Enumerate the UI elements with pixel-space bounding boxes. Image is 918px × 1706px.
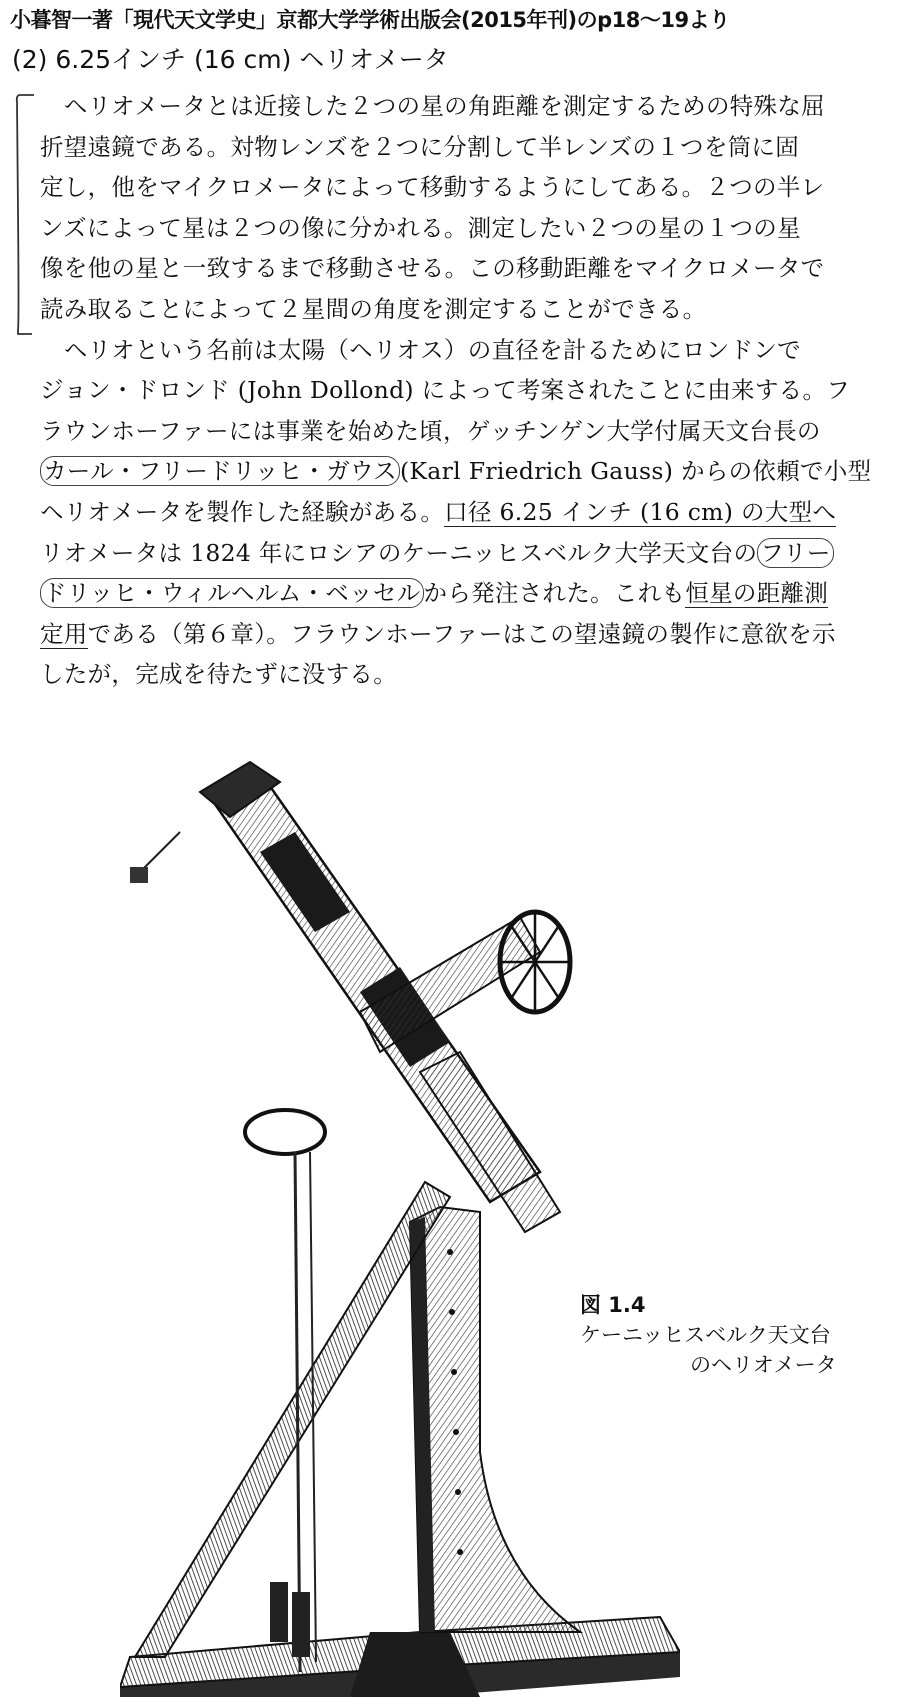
paragraph1-line: ンズによって星は２つの像に分かれる。測定したい２つの星の１つの星	[40, 213, 801, 242]
paragraph2-line: ドリッヒ・ウィルヘルム・ベッセル から発注された。これも恒星の距離測	[40, 573, 900, 614]
paragraph1-line: 定し，他をマイクロメータによって移動するようにしてある。２つの半レ	[40, 173, 825, 202]
paragraph2-line: カール・フリードリッヒ・ガウス (Karl Friedrich Gauss) からの依頼で小型	[40, 451, 900, 492]
underlined-purpose: 恒星の距離測	[685, 579, 829, 608]
paragraph2-line: したが，完成を待たずに没する。	[40, 660, 397, 689]
circled-name-gauss: カール・フリードリッヒ・ガウス	[40, 456, 400, 486]
source-citation: 小暮智一著「現代天文学史」京都大学学術出版会(2015年刊)のp18〜19より	[10, 8, 730, 32]
figure-number: 図 1.4	[580, 1293, 646, 1317]
paragraph2-line: 定用である（第６章）。フラウンホーファーはこの望遠鏡の製作に意欲を示	[40, 619, 836, 648]
paragraph2-line: リオメータは 1824 年にロシアのケーニッヒスベルク大学天文台の フリー	[40, 533, 900, 574]
section-heading	[12, 40, 449, 76]
paragraph1-line: 折望遠鏡である。対物レンズを２つに分割して半レンズの１つを筒に固	[40, 132, 800, 161]
paragraph2-line: ヘリオという名前は太陽（ヘリオス）の直径を計るためにロンドンで	[63, 335, 801, 364]
section-title-text: 6.25インチ (16 cm) ヘリオメータ	[55, 45, 449, 74]
paragraph1-line: ヘリオメータとは近接した２つの星の角距離を測定するための特殊な屈	[63, 92, 825, 120]
paragraph2-line: ジョン・ドロンド (John Dollond) によって考案されたことに由来する。フ	[40, 376, 851, 405]
caption-line: ケーニッヒスベルク天文台	[580, 1323, 831, 1347]
underlined-purpose-end: 定用	[40, 619, 88, 648]
section-number: (2)	[12, 45, 48, 74]
figure-caption	[580, 1290, 837, 1380]
circled-name-bessel: ドリッヒ・ウィルヘルム・ベッセル	[40, 578, 424, 608]
underlined-aperture: 口径 6.25 インチ (16 cm) の大型へ	[444, 497, 837, 526]
paragraph1-line: 像を他の星と一致するまで移動させる。この移動距離をマイクロメータで	[40, 254, 825, 283]
paragraph1-line: 読み取ることによって２星間の角度を測定することができる。	[40, 294, 707, 323]
article-body	[40, 86, 900, 695]
margin-bracket-mark	[14, 92, 36, 338]
caption-line: のヘリオメータ	[690, 1353, 837, 1377]
paragraph2-line: ラウンホーファーには事業を始めた頃，ゲッチンゲン大学付属天文台長の	[40, 416, 821, 445]
heliometer-illustration	[120, 752, 680, 1697]
paragraph2-line: ヘリオメータを製作した経験がある。口径 6.25 インチ (16 cm) の大型へ	[40, 497, 837, 526]
circled-name-bessel-start: フリー	[757, 538, 833, 568]
